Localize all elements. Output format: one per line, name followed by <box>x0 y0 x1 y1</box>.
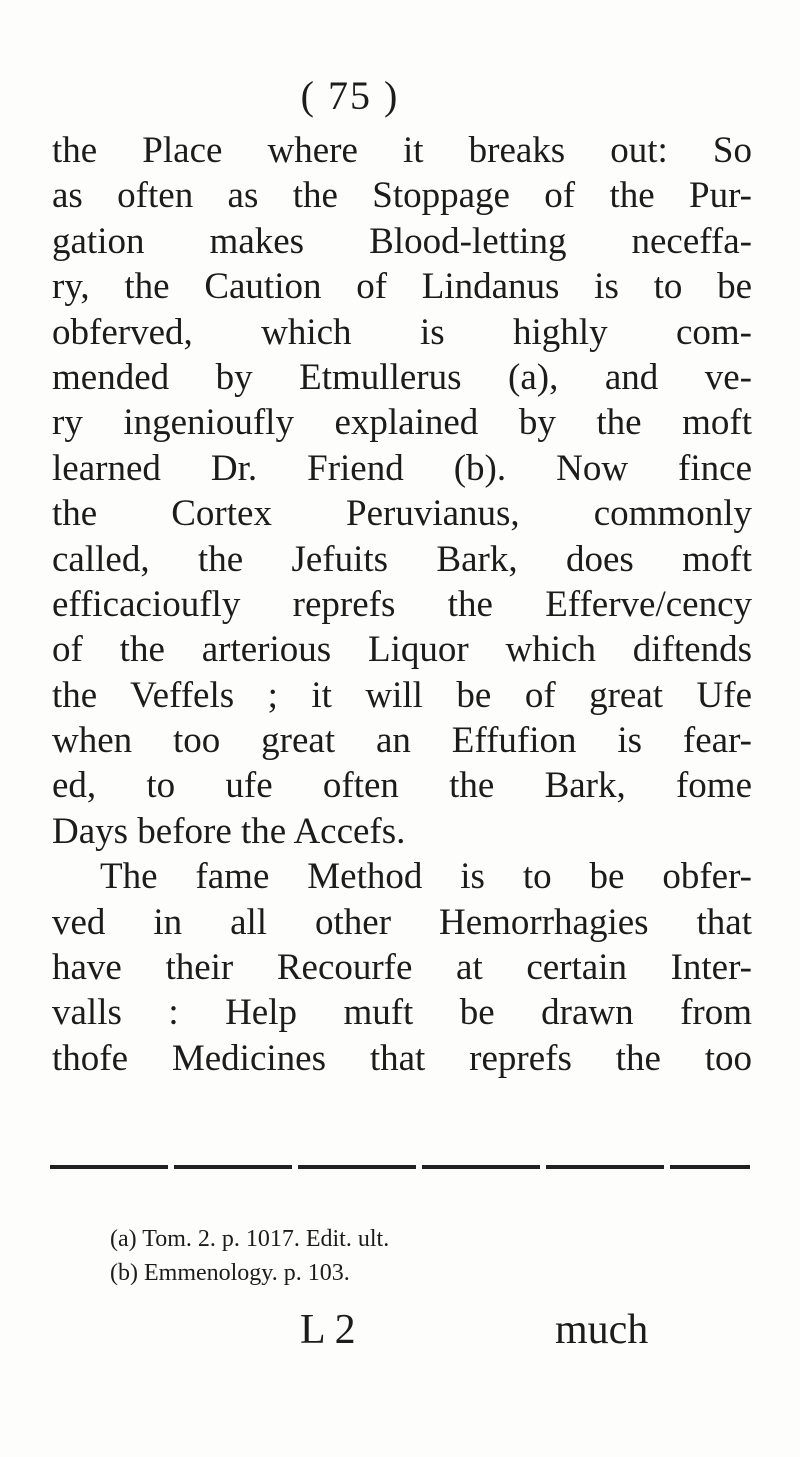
page-footer <box>0 1306 800 1366</box>
body-line: as often as the Stoppage of the Pur- <box>52 175 752 217</box>
footnote-b: (b) Emmenology. p. 103. <box>110 1260 350 1286</box>
body-line: thofe Medicines that reprefs the too <box>52 1037 752 1079</box>
body-line: obferved, which is highly com- <box>52 311 752 353</box>
footnotes <box>110 1222 710 1290</box>
body-line: the Place where it breaks out: So <box>52 130 752 171</box>
body-line: have their Recourfe at certain Inter- <box>52 947 752 989</box>
body-line: ved in all other Hemorrhagies that <box>52 901 752 943</box>
body-line: ry ingenioufly explained by the moft <box>52 402 752 444</box>
body-line: The fame Method is to be obfer- <box>100 856 752 898</box>
body-line: mended by Etmullerus (a), and ve- <box>52 356 752 398</box>
body-line: the Cortex Peruvianus, commonly <box>52 493 752 535</box>
body-line: the Veffels ; it will be of great Ufe <box>52 674 752 716</box>
body-line: valls : Help muft be drawn from <box>52 992 752 1034</box>
body-line: called, the Jefuits Bark, does moft <box>52 538 752 580</box>
body-line: learned Dr. Friend (b). Now fince <box>52 447 752 489</box>
body-line: Days before the Accefs. <box>52 810 406 852</box>
footnote-a: (a) Tom. 2. p. 1017. Edit. ult. <box>110 1226 390 1252</box>
body-line: of the arterious Liquor which diftends <box>52 629 752 671</box>
body-line: ed, to ufe often the Bark, fome <box>52 765 752 807</box>
body-line: ry, the Caution of Lindanus is to be <box>52 266 752 308</box>
footnote-divider <box>50 1165 750 1169</box>
signature-mark: L 2 <box>300 1307 356 1353</box>
body-text <box>52 128 752 1081</box>
body-line: when too great an Effufion is fear- <box>52 720 752 762</box>
body-line: efficacioufly reprefs the Efferve/cency <box>52 583 752 625</box>
body-line: gation makes Blood-letting neceffa- <box>52 220 752 262</box>
page-number: ( 75 ) <box>300 73 400 118</box>
catchword: much <box>555 1307 649 1353</box>
